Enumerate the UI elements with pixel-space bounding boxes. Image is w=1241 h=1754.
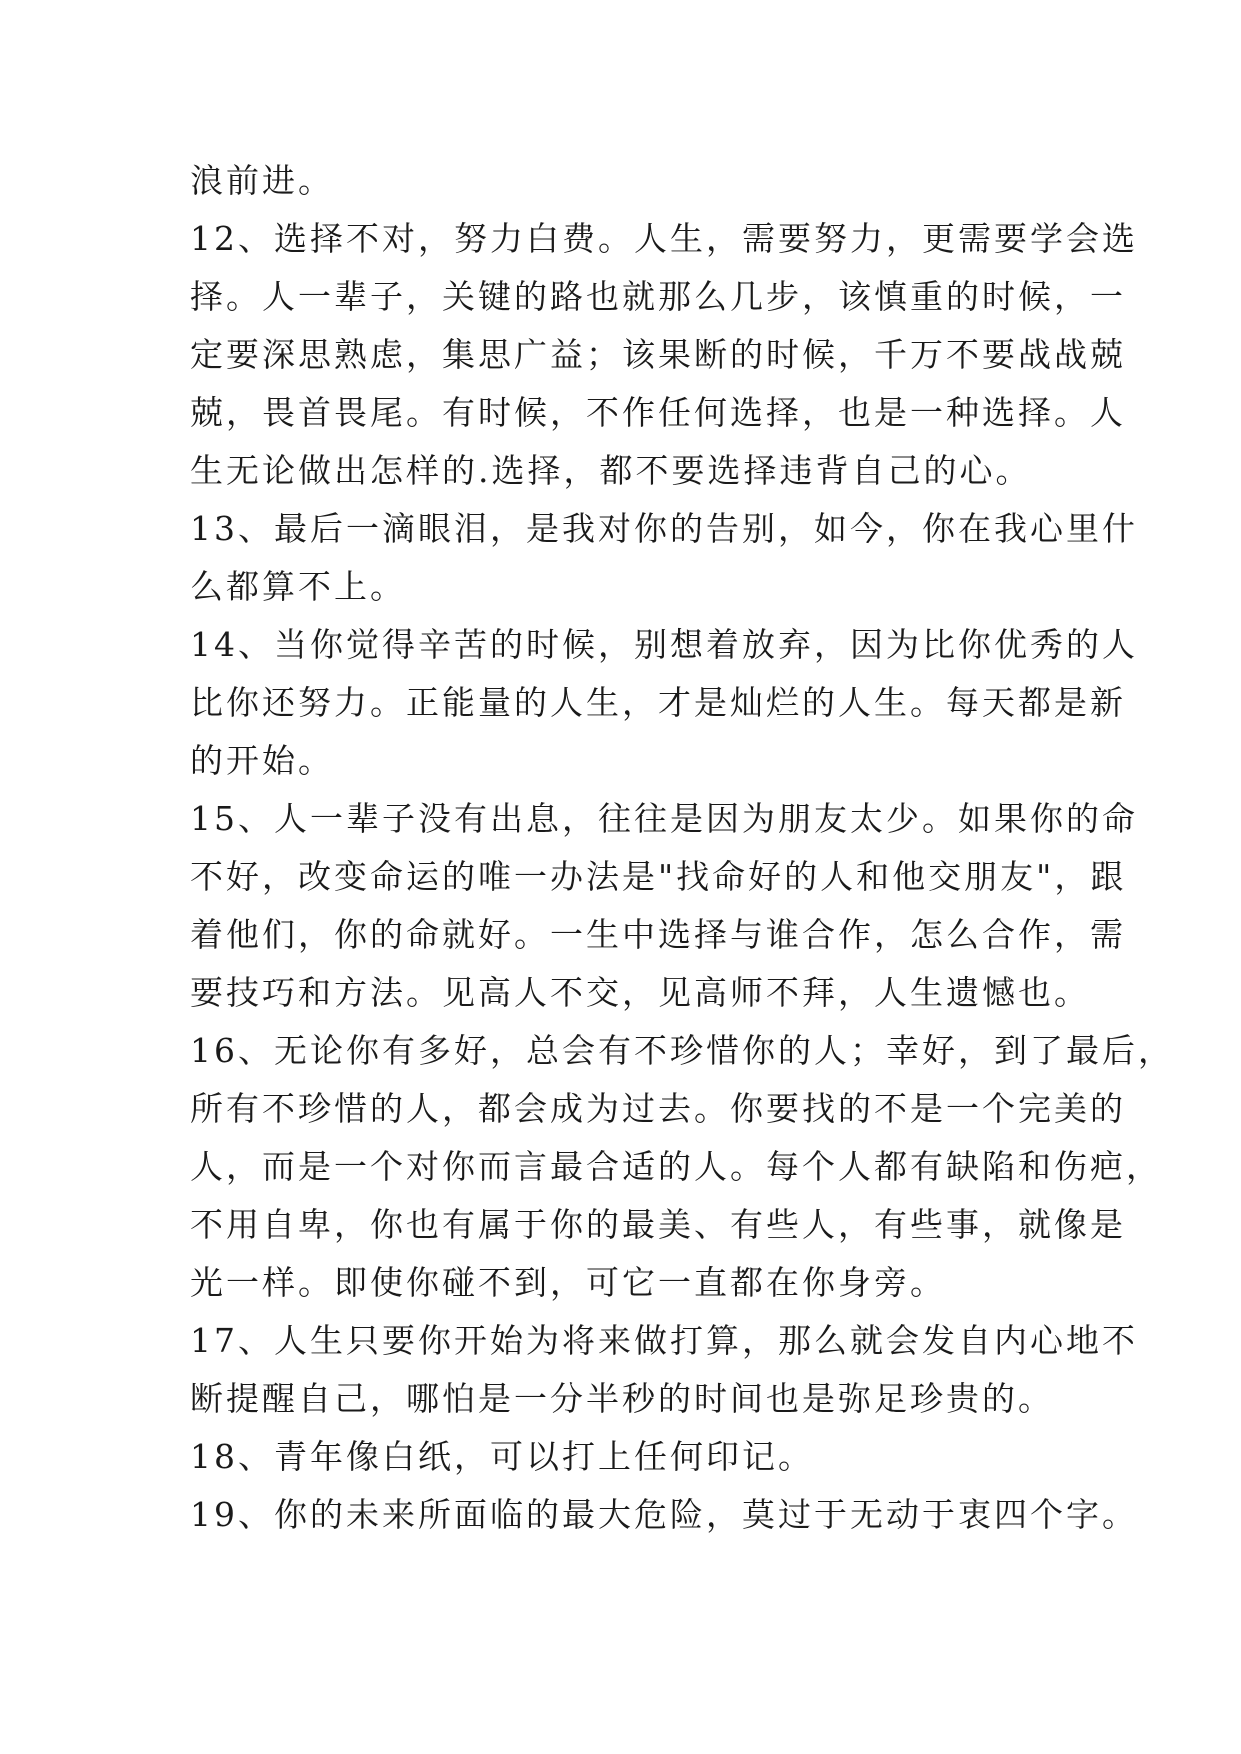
- text-line: 14、当你觉得辛苦的时候，别想着放弃，因为比你优秀的人: [190, 625, 1138, 664]
- text-line: 17、人生只要你开始为将来做打算，那么就会发自内心地不: [190, 1321, 1138, 1360]
- document-body: [190, 152, 1174, 1544]
- text-line: 生无论做出怎样的.选择，都不要选择违背自己的心。: [190, 451, 1032, 490]
- text-line: 择。人一辈子，关键的路也就那么几步，该慎重的时候，一: [190, 277, 1126, 316]
- text-line: 人，而是一个对你而言最合适的人。每个人都有缺陷和伤疤，: [190, 1147, 1162, 1186]
- text-line: 的开始。: [190, 741, 334, 780]
- text-line: 所有不珍惜的人，都会成为过去。你要找的不是一个完美的: [190, 1089, 1126, 1128]
- text-line: 18、青年像白纸，可以打上任何印记。: [190, 1437, 814, 1476]
- text-line: 兢，畏首畏尾。有时候，不作任何选择，也是一种选择。人: [190, 393, 1126, 432]
- text-line: 13、最后一滴眼泪，是我对你的告别，如今，你在我心里什: [190, 509, 1138, 548]
- text-line: 么都算不上。: [190, 567, 406, 606]
- text-line: 不用自卑，你也有属于你的最美、有些人，有些事，就像是: [190, 1205, 1126, 1244]
- text-line: 12、选择不对，努力白费。人生，需要努力，更需要学会选: [190, 219, 1138, 258]
- text-line: 不好，改变命运的唯一办法是"找命好的人和他交朋友"，跟: [190, 857, 1127, 896]
- text-line: 16、无论你有多好，总会有不珍惜你的人；幸好，到了最后，: [190, 1031, 1174, 1070]
- text-line: 着他们，你的命就好。一生中选择与谁合作，怎么合作，需: [190, 915, 1126, 954]
- text-line: 定要深思熟虑，集思广益；该果断的时候，千万不要战战兢: [190, 335, 1126, 374]
- text-line: 要技巧和方法。见高人不交，见高师不拜，人生遗憾也。: [190, 973, 1090, 1012]
- text-line: 浪前进。: [190, 161, 334, 200]
- text-line: 光一样。即使你碰不到，可它一直都在你身旁。: [190, 1263, 946, 1302]
- text-line: 比你还努力。正能量的人生，才是灿烂的人生。每天都是新: [190, 683, 1126, 722]
- text-line: 19、你的未来所面临的最大危险，莫过于无动于衷四个字。: [190, 1495, 1138, 1534]
- text-line: 15、人一辈子没有出息，往往是因为朋友太少。如果你的命: [190, 799, 1138, 838]
- text-line: 断提醒自己，哪怕是一分半秒的时间也是弥足珍贵的。: [190, 1379, 1054, 1418]
